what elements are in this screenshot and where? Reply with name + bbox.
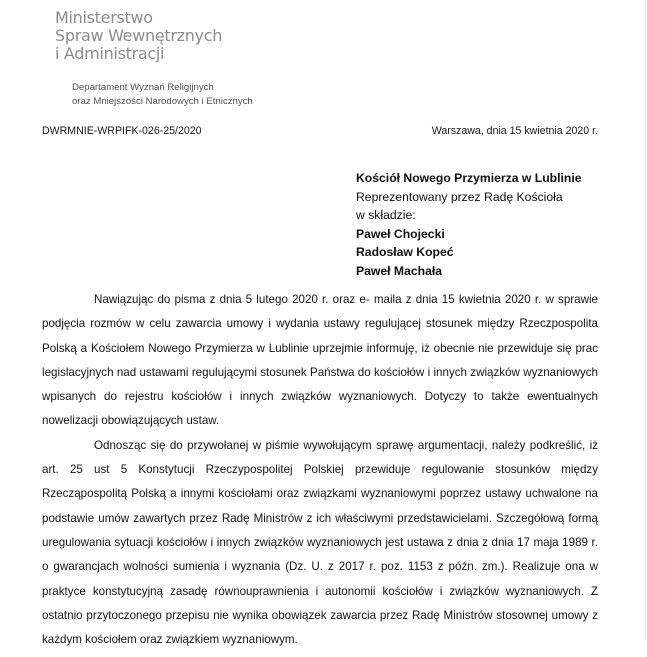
ministry-name-line: Spraw Wewnętrznych: [55, 26, 223, 45]
department-name: [72, 81, 253, 109]
body-paragraph: Odnosząc się do przywołanej w piśmie wywołującym sprawę argumentacji, należy podkreślić, iż art. 25 ust 5 Konstytucji Rzeczypospolitej Polskiej przewiduje regulowanie stosunków między Rzecząpospolitą Polską a innymi kościołami oraz związkami wyznaniowymi poprzez ustawy uchwalone na podstawie umów zawartych przez Radę Ministrów z ich właściwymi przedstawicielami. Szczegółową formą uregulowania sytuacji kościołów i innych związków wyznaniowych jest ustawa z dnia z dnia 17 maja 1989 r. o gwarancjach wolności sumienia i wyznania (Dz. U. z 2017 r. poz. 1153 z późn. zm.). Realizuje ona w praktyce konstytucyjną zasadę równouprawnienia i autonomii kościołów i związków wyznaniowych. Z ostatnio przytoczonego przepisu nie wynika obowiązek zawarcia przez Radę Ministrów stosownej umowy z każdym kościołem oraz związkiem wyznaniowym.: [42, 438, 598, 647]
ministry-name-line: Ministerstwo: [55, 8, 153, 27]
body-paragraph: Nawiązując do pisma z dnia 5 lutego 2020 r. oraz e- maila z dnia 15 kwietnia 2020 r. w sprawie podjęcia rozmów w celu zawarcia umowy i wydania ustawy regulującej stosunek między Rzeczpospolita Polską a Kościołem Nowego Przymierza w Lublinie uprzejmie informuję, iż obecnie nie przewiduje się prac legislacyjnych nad ustawami regulującymi stosunek Państwa do kościołów i innych związków wyznaniowych wpisanych do rejestru kościołów i innych związków wyznaniowych. Dotyczy to także ewentualnych nowelizacji obowiązujących ustaw.: [42, 293, 598, 428]
addressee-member: Paweł Machała: [356, 263, 443, 278]
ministry-name-line: i Administracji: [55, 44, 165, 63]
reference-number: DWRMNIE-WRPIFK-026-25/2020: [42, 125, 202, 137]
addressee-composition-label: w składzie:: [356, 208, 416, 222]
ministry-letterhead: [55, 9, 222, 63]
department-name-line: Departament Wyznań Religijnych: [72, 82, 214, 93]
addressee-member: Paweł Chojecki: [356, 226, 445, 241]
addressee-organization: Kościół Nowego Przymierza w Lublinie: [356, 171, 582, 185]
place-and-date: Warszawa, dnia 15 kwietnia 2020 r.: [431, 125, 598, 137]
addressee-member: Radosław Kopeć: [356, 245, 454, 259]
addressee-represented-by: Reprezentowany przez Radę Kościoła: [356, 189, 563, 204]
addressee-block: [356, 169, 582, 280]
letter-body: [42, 288, 598, 652]
department-name-line: oraz Mniejszości Narodowych i Etnicznych: [72, 96, 253, 107]
page-edge: [645, 0, 646, 640]
